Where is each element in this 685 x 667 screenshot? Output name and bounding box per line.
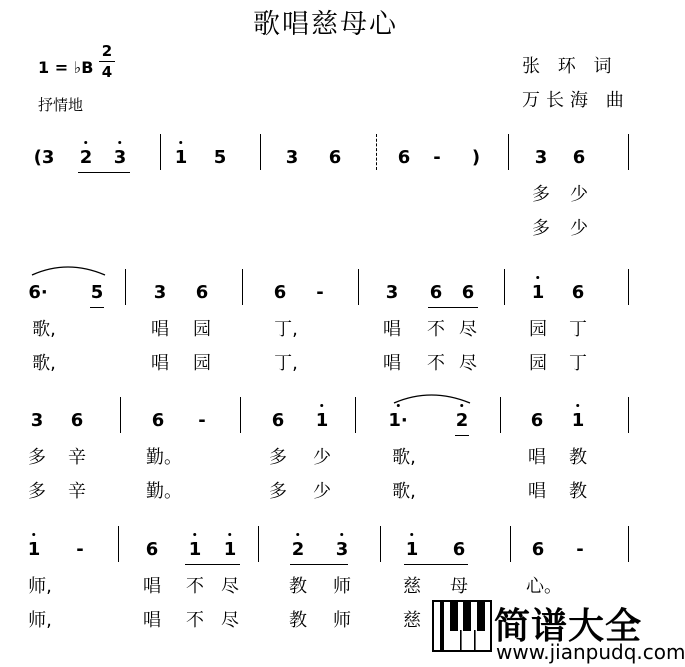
note: 6 — [531, 539, 545, 560]
bar-line — [628, 526, 629, 562]
lyric-verse2: 唱 — [383, 353, 401, 374]
octave-dot — [537, 276, 540, 279]
bar-line — [510, 526, 511, 562]
song-title: 歌唱慈母心 — [253, 9, 398, 40]
note: 6 — [145, 539, 159, 560]
lyric-verse1: 尽 — [221, 576, 239, 597]
note: 5 — [213, 147, 227, 168]
lyric-verse1: 歌, — [32, 319, 56, 340]
note: (3 — [33, 147, 55, 168]
note: 6 — [530, 410, 544, 431]
note: 1 — [572, 411, 585, 431]
lyric-verse2: 辛 — [68, 481, 86, 502]
note: 3 — [534, 147, 548, 168]
lyric-verse2: 多 — [269, 481, 287, 502]
time-signature-bottom: 4 — [101, 63, 113, 81]
lyric-verse1: 勤。 — [146, 447, 182, 468]
piano-keys-icon — [432, 600, 492, 652]
lyric-verse2: 慈 — [403, 610, 421, 631]
bar-line — [260, 134, 261, 170]
bar-line — [628, 269, 629, 305]
lyric-verse2: 尽 — [221, 610, 239, 631]
note: 1 — [532, 283, 545, 303]
lyric-verse1: 师, — [28, 576, 52, 597]
octave-dot — [341, 533, 344, 536]
note: 6 — [273, 282, 287, 303]
note: 2 — [292, 540, 305, 560]
lyric-verse2: 少 — [313, 481, 331, 502]
lyric-verse2: 师, — [28, 610, 52, 631]
lyric-verse1: 歌, — [392, 447, 416, 468]
note: 3 — [30, 410, 44, 431]
bar-line — [160, 134, 161, 170]
note: - — [316, 282, 324, 303]
lyric-verse2: 勤。 — [146, 481, 182, 502]
beam-underline — [290, 564, 348, 565]
lyric-verse1: 尽 — [459, 319, 477, 340]
bar-line — [358, 269, 359, 305]
lyric-verse2: 丁 — [569, 353, 587, 374]
lyric-verse2: 唱 — [151, 353, 169, 374]
note: 5 — [90, 282, 104, 303]
note: 3 — [285, 147, 299, 168]
lyric-verse1: 多 — [28, 447, 46, 468]
lyric-verse1: 唱 — [528, 447, 546, 468]
composer-credit: 万长海 曲 — [522, 90, 630, 111]
lyric-verse1: 园 — [529, 319, 547, 340]
octave-dot — [180, 141, 183, 144]
time-signature-top: 2 — [101, 42, 113, 60]
bar-line — [355, 397, 356, 433]
lyric-verse2: 园 — [193, 353, 211, 374]
note: 1 — [316, 411, 329, 431]
bar-line — [380, 526, 381, 562]
note: - — [198, 410, 206, 431]
lyric-verse1: 少 — [570, 184, 588, 205]
beam-underline — [428, 307, 478, 308]
lyric-verse1: 多 — [269, 447, 287, 468]
lyric-verse2: 少 — [570, 218, 588, 239]
lyric-verse2: 唱 — [143, 610, 161, 631]
slur-tie — [392, 391, 474, 405]
note: - — [433, 147, 441, 168]
lyric-verse2: 不 — [186, 610, 204, 631]
note: - — [76, 539, 84, 560]
lyric-verse2: 丁, — [274, 353, 298, 374]
lyric-verse2: 歌, — [392, 481, 416, 502]
note: 6 — [271, 410, 285, 431]
note: 1 — [175, 148, 188, 168]
octave-dot — [33, 533, 36, 536]
time-signature-line — [99, 61, 115, 62]
lyric-verse2: 多 — [532, 218, 550, 239]
note: 1 — [406, 540, 419, 560]
octave-dot — [411, 533, 414, 536]
score-system-2 — [0, 275, 651, 405]
bar-line — [240, 397, 241, 433]
watermark-url: www.jianpudq.com — [496, 640, 685, 664]
note: 6 — [452, 539, 466, 560]
octave-dot — [229, 533, 232, 536]
site-watermark — [430, 596, 685, 667]
lyric-verse1: 不 — [427, 319, 445, 340]
lyric-verse2: 师 — [333, 610, 351, 631]
note: 3 — [114, 148, 127, 168]
watermark-brand: 简谱大全 — [494, 606, 643, 647]
bar-line — [628, 397, 629, 433]
key-signature: 1 = ♭B — [38, 58, 94, 77]
beam-underline — [78, 172, 130, 173]
beam-underline — [404, 564, 468, 565]
lyric-verse1: 教 — [569, 447, 587, 468]
octave-dot — [119, 141, 122, 144]
note: 6 — [572, 147, 586, 168]
note: 6 — [151, 410, 165, 431]
bar-line — [125, 269, 126, 305]
lyric-verse1: 慈 — [403, 576, 421, 597]
octave-dot — [577, 404, 580, 407]
beam-underline — [455, 435, 469, 436]
lyric-verse2: 园 — [529, 353, 547, 374]
dashed-bar-line — [376, 134, 377, 170]
note: 6 — [429, 282, 443, 303]
bar-line — [500, 397, 501, 433]
lyric-verse1: 少 — [313, 447, 331, 468]
note: 6 — [70, 410, 84, 431]
bar-line — [628, 134, 629, 170]
lyric-verse2: 多 — [28, 481, 46, 502]
bar-line — [120, 397, 121, 433]
time-signature — [99, 42, 115, 81]
bar-line — [118, 526, 119, 562]
octave-dot — [321, 404, 324, 407]
lyricist-credit: 张 环 词 — [522, 56, 618, 77]
lyric-verse1: 母 — [450, 576, 468, 597]
bar-line — [508, 134, 509, 170]
note: 3 — [336, 540, 349, 560]
lyric-verse1: 心。 — [526, 576, 562, 597]
lyric-verse2: 教 — [569, 481, 587, 502]
note: 6 — [571, 282, 585, 303]
note: 1· — [388, 411, 407, 431]
lyric-verse1: 园 — [193, 319, 211, 340]
note: 3 — [153, 282, 167, 303]
beam-underline — [90, 307, 104, 308]
lyric-verse1: 丁 — [569, 319, 587, 340]
octave-dot — [297, 533, 300, 536]
lyric-verse1: 不 — [186, 576, 204, 597]
bar-line — [242, 269, 243, 305]
lyric-verse1: 辛 — [68, 447, 86, 468]
lyric-verse1: 丁, — [274, 319, 298, 340]
beam-underline — [185, 564, 240, 565]
note: 1 — [189, 540, 202, 560]
lyric-verse2: 尽 — [459, 353, 477, 374]
note: 6 — [328, 147, 342, 168]
note: 2 — [80, 148, 93, 168]
note: 6 — [397, 147, 411, 168]
bar-line — [258, 526, 259, 562]
lyric-verse2: 歌, — [32, 353, 56, 374]
tempo-marking: 抒情地 — [38, 96, 84, 114]
lyric-verse2: 不 — [427, 353, 445, 374]
score-system-1 — [0, 140, 651, 270]
lyric-verse1: 唱 — [383, 319, 401, 340]
note: - — [576, 539, 584, 560]
octave-dot — [85, 141, 88, 144]
note: 6· — [28, 282, 48, 303]
note: 3 — [385, 282, 399, 303]
lyric-verse1: 师 — [333, 576, 351, 597]
note: 6 — [195, 282, 209, 303]
lyric-verse1: 多 — [532, 184, 550, 205]
note: 1 — [28, 540, 41, 560]
lyric-verse1: 教 — [289, 576, 307, 597]
score-system-3 — [0, 403, 651, 533]
lyric-verse2: 唱 — [528, 481, 546, 502]
lyric-verse2: 教 — [289, 610, 307, 631]
note: 6 — [461, 282, 475, 303]
lyric-verse1: 唱 — [151, 319, 169, 340]
note: 1 — [224, 540, 237, 560]
lyric-verse1: 唱 — [143, 576, 161, 597]
note: 2 — [456, 411, 469, 431]
note: ) — [471, 147, 481, 168]
bar-line — [504, 269, 505, 305]
octave-dot — [194, 533, 197, 536]
slur-tie — [30, 263, 109, 277]
